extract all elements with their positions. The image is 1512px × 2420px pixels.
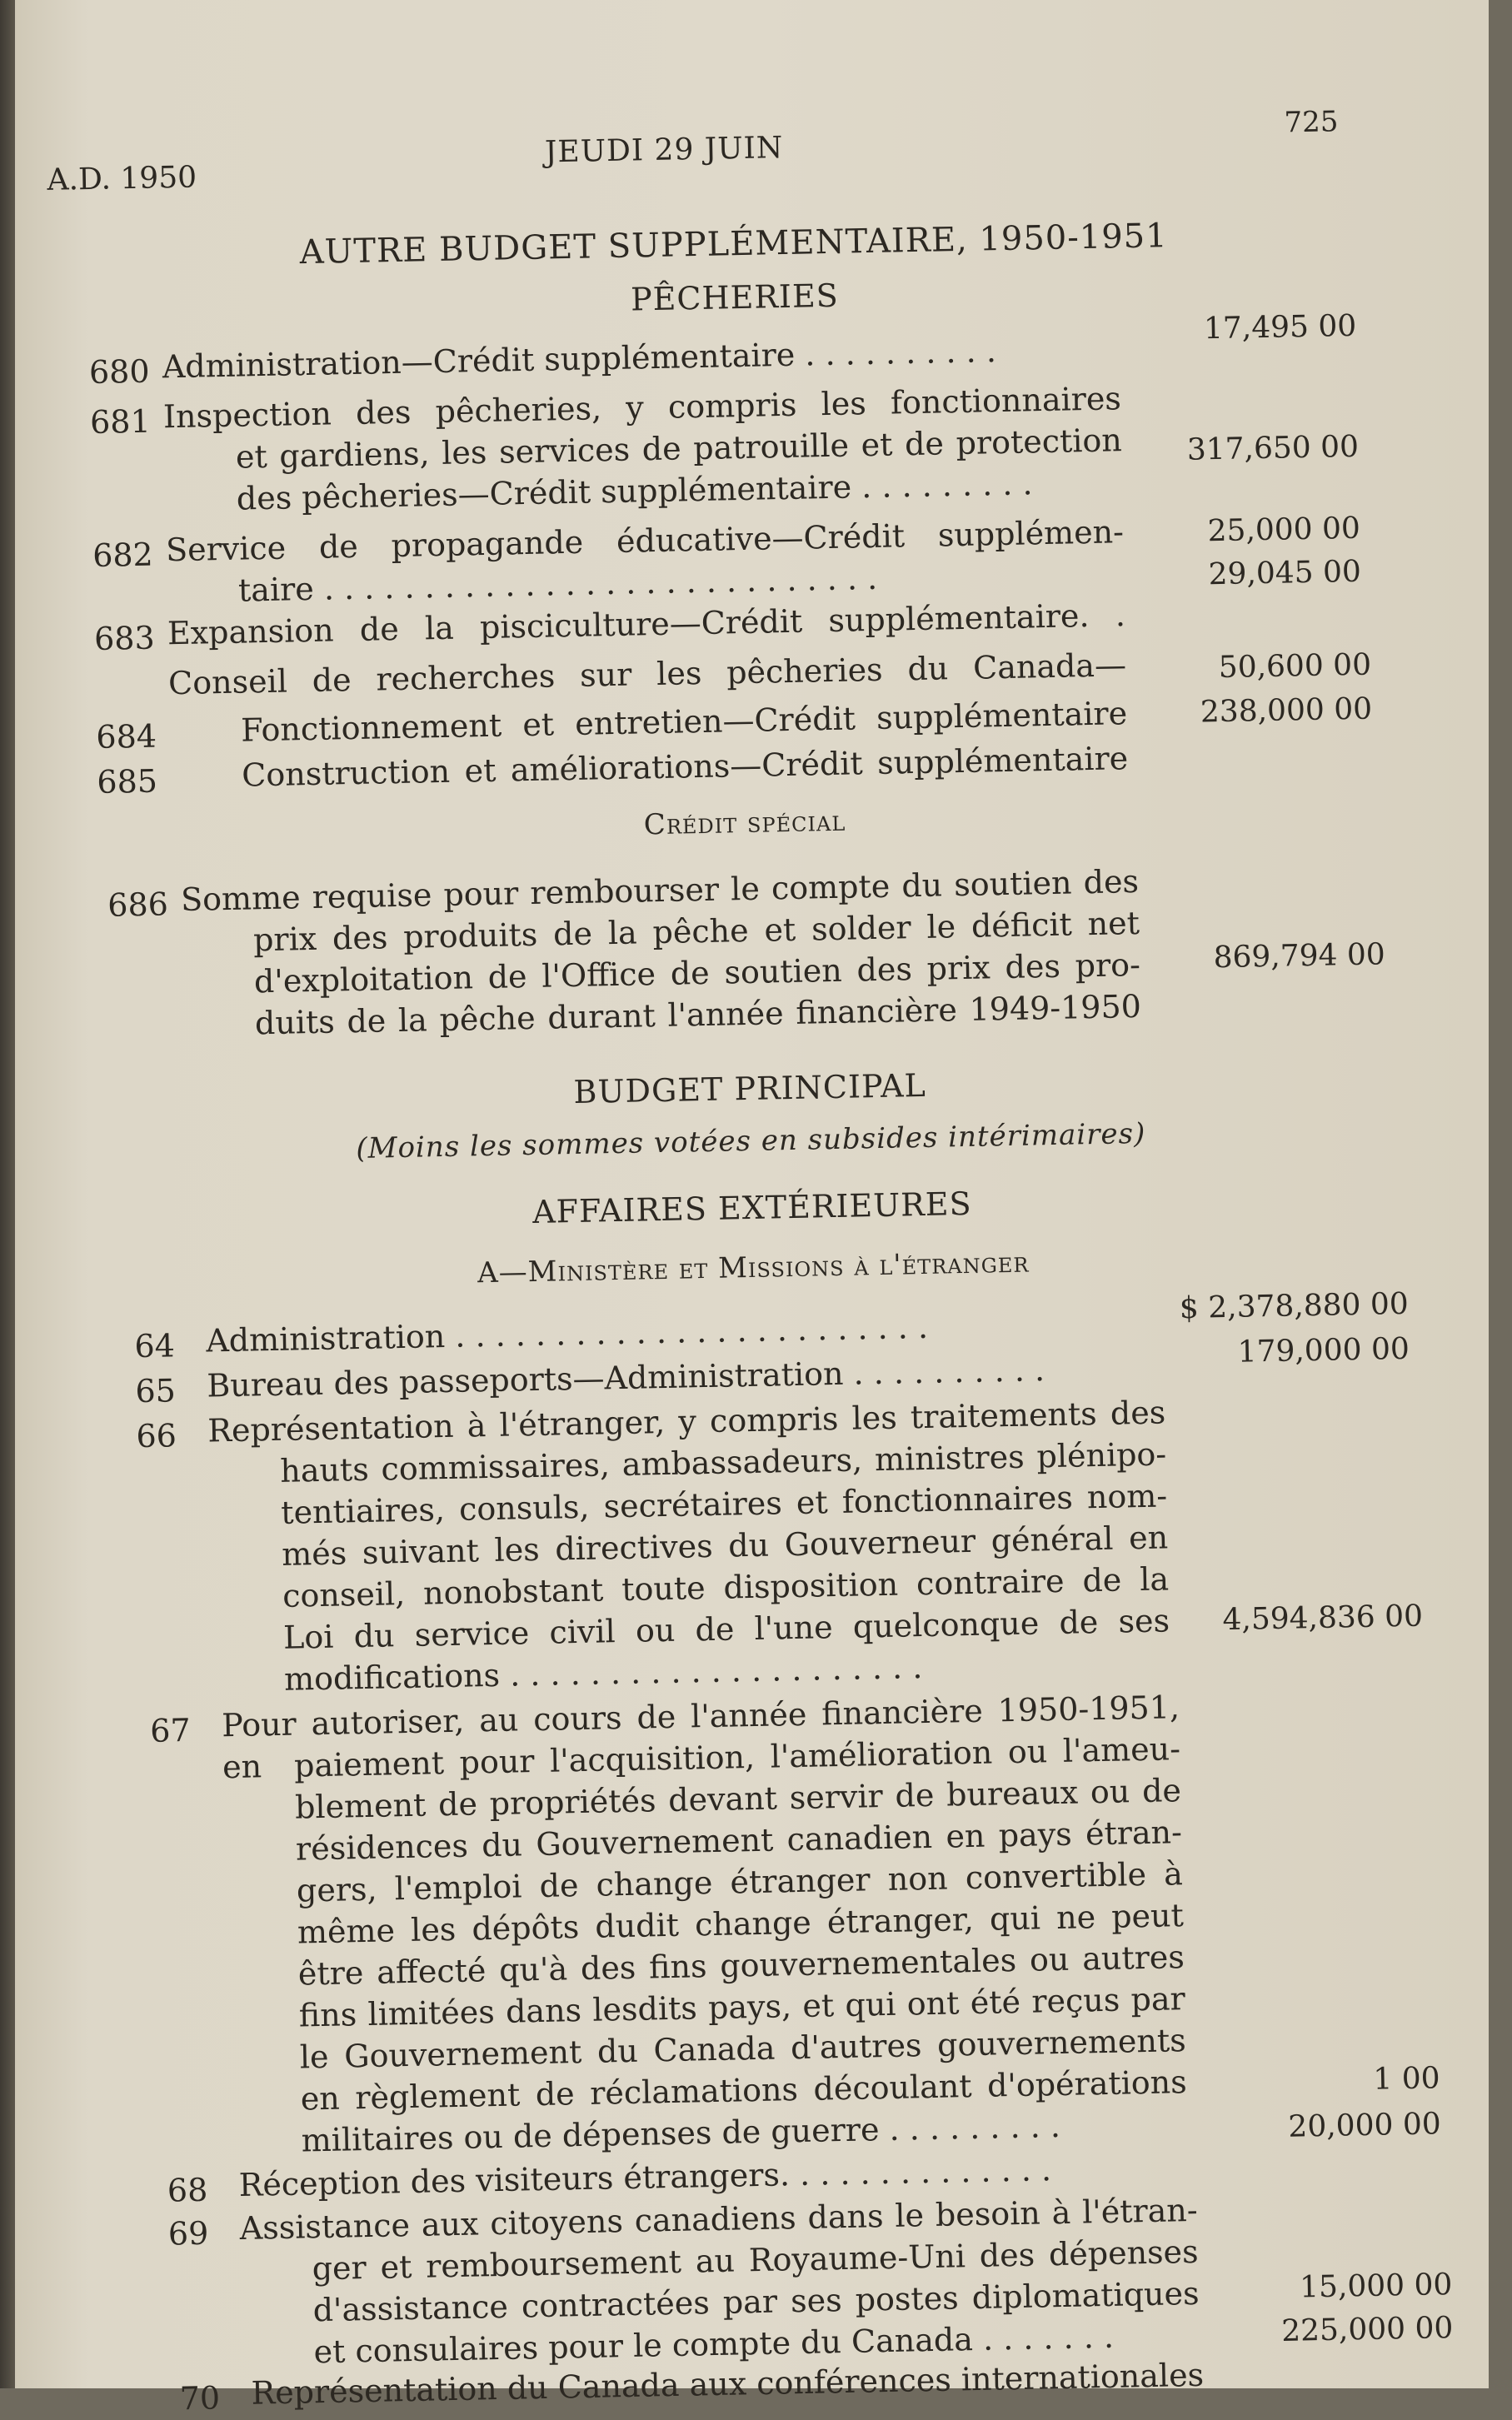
item-line: més suivant les directives du Gouverneur général en (281, 1519, 1169, 1573)
item-line: et consulaires pour le compte du Canada . . . . . . . (313, 2318, 1115, 2371)
item-line: des pêcheries—Crédit supplémentaire . . . . . . . . . (236, 465, 1033, 517)
special-credit-title: Crédit spécial (643, 804, 846, 842)
item-number: 686 (107, 886, 169, 924)
item-number: 64 (134, 1327, 176, 1365)
item-line: Réception des visiteurs étrangers. . . . . . . . . . . . . . (238, 2151, 1052, 2203)
item-amount: 25,000 00 (1207, 511, 1361, 549)
item-amount: 317,650 00 (1186, 429, 1360, 467)
section-title-supplementary: AUTRE BUDGET SUPPLÉMENTAIRE, 1950-1951 (299, 217, 1168, 272)
item-line: conseil, nonobstant toute disposition contraire de la (282, 1560, 1170, 1614)
section-subtitle-fisheries: PÊCHERIES (630, 277, 840, 318)
item-number: 69 (167, 2214, 209, 2253)
item-amount: 15,000 00 (1299, 2268, 1453, 2305)
item-line: Assistance aux citoyens canadiens dans le besoin à l'étran- (239, 2191, 1198, 2247)
item-line: prix des produits de la pêche et solder le déficit net (252, 904, 1140, 959)
item-line: Service de propagande éducative—Crédit supplémen- (165, 513, 1125, 569)
item-amount: 225,000 00 (1280, 2311, 1454, 2348)
item-line: Pour autoriser, au cours de l'année financière 1950-1951, en (221, 1689, 1180, 1786)
item-line: militaires ou de dépenses de guerre . . . . . . . . . (301, 2108, 1061, 2159)
item-line: d'assistance contractées par ses postes diplomatiques (312, 2274, 1200, 2329)
item-line: en règlement de réclamations découlant d'opérations (300, 2063, 1188, 2118)
item-line: Bureau des passeports—Administration . . . . . . . . . . (206, 1351, 1045, 1405)
item-line: blement de propriétés devant servir de bureaux ou de (294, 1772, 1182, 1826)
division-title: A—Ministère et Missions à l'étranger (477, 1245, 1030, 1290)
item-line: et gardiens, les services de patrouille et de protection (235, 422, 1123, 476)
item-line: fins limitées dans lesdits pays, et qui ont été reçus par (298, 1980, 1186, 2034)
item-line: même les dépôts dudit change étranger, qui ne peut (297, 1897, 1185, 1951)
item-line: Fonctionnement et entretien—Crédit supplémentaire (240, 695, 1128, 749)
item-line: être affecté qu'à des fins gouvernementales ou autres (297, 1938, 1185, 1993)
item-number: 682 (92, 536, 154, 574)
item-amount: 29,045 00 (1208, 554, 1362, 592)
page-number: 725 (1284, 105, 1339, 140)
item-number: 68 (167, 2171, 208, 2209)
item-number: 683 (93, 619, 156, 657)
item-number: 67 (149, 1711, 192, 1749)
item-amount: 1 00 (1373, 2061, 1440, 2097)
item-line: Loi du service civil ou de l'une quelconque de ses (282, 1602, 1170, 1656)
item-number: 66 (136, 1417, 177, 1455)
item-line: Expansion de la pisciculture—Crédit supplémentaire. . (167, 596, 1126, 652)
item-amount: 869,794 00 (1213, 937, 1386, 975)
item-number: 685 (97, 762, 158, 801)
header-date: JEUDI 29 JUIN (544, 130, 784, 170)
item-number: 70 (179, 2379, 221, 2418)
item-line: duits de la pêche durant l'année financière 1949-1950 (254, 987, 1142, 1042)
item-line: Administration . . . . . . . . . . . . . . . . . . . . . . . . (205, 1308, 929, 1360)
item-amount: 4,594,836 00 (1222, 1599, 1424, 1638)
item-amount: $ 2,378,880 00 (1179, 1286, 1410, 1326)
department-title: AFFAIRES EXTÉRIEURES (531, 1185, 972, 1230)
item-line: Administration—Crédit supplémentaire . . . . . . . . . . (162, 332, 997, 386)
council-heading: Conseil de recherches sur les pêcheries du Canada— (167, 646, 1127, 702)
item-amount: 179,000 00 (1237, 1331, 1410, 1370)
item-line: Somme requise pour rembourser le compte du soutien des (180, 862, 1140, 919)
item-line: le Gouvernement du Canada d'autres gouvernements (299, 2022, 1187, 2076)
item-line: Construction et améliorations—Crédit supplémentaire (241, 740, 1129, 794)
item-number: 684 (95, 717, 157, 756)
item-amount: 50,600 00 (1218, 647, 1372, 686)
item-line: ger et remboursement au Royaume-Uni des dépenses (312, 2233, 1199, 2288)
header-year: A.D. 1950 (47, 160, 197, 197)
item-line: modifications . . . . . . . . . . . . . . . . . . . . . (283, 1649, 923, 1698)
item-number: 65 (135, 1372, 177, 1410)
item-line: gers, l'emploi de change étranger non convertible à (296, 1855, 1184, 1909)
item-amount: 17,495 00 (1203, 308, 1357, 347)
item-number: 680 (88, 352, 150, 392)
item-line: d'exploitation de l'Office de soutien des prix des pro- (253, 946, 1141, 1000)
document-page (15, 0, 1489, 2418)
main-budget-title: BUDGET PRINCIPAL (573, 1066, 927, 1110)
item-number: 681 (89, 402, 152, 441)
main-budget-subtitle: (Moins les sommes votées en subsides intérimaires) (356, 1116, 1146, 1166)
item-line: hauts commissaires, ambassadeurs, ministres plénipo- (279, 1435, 1167, 1489)
item-line: tentiaires, consuls, secrétaires et fonctionnaires nom- (280, 1477, 1168, 1531)
item-line: Représentation à l'étranger, y compris les traitements des (207, 1394, 1166, 1450)
item-amount: 238,000 00 (1200, 691, 1373, 730)
item-line: résidences du Gouvernement canadien en pays étran- (295, 1814, 1183, 1868)
item-line: Inspection des pêcheries, y compris les fonctionnaires (162, 380, 1122, 436)
item-amount: 20,000 00 (1288, 2107, 1442, 2144)
item-line: taire . . . . . . . . . . . . . . . . . . . . . . . . . . . . (237, 559, 878, 609)
item-line: Représentation du Canada aux conférences internationales (251, 2356, 1205, 2412)
item-line: paiement pour l'acquisition, l'amélioration ou l'ameu- (293, 1730, 1181, 1784)
